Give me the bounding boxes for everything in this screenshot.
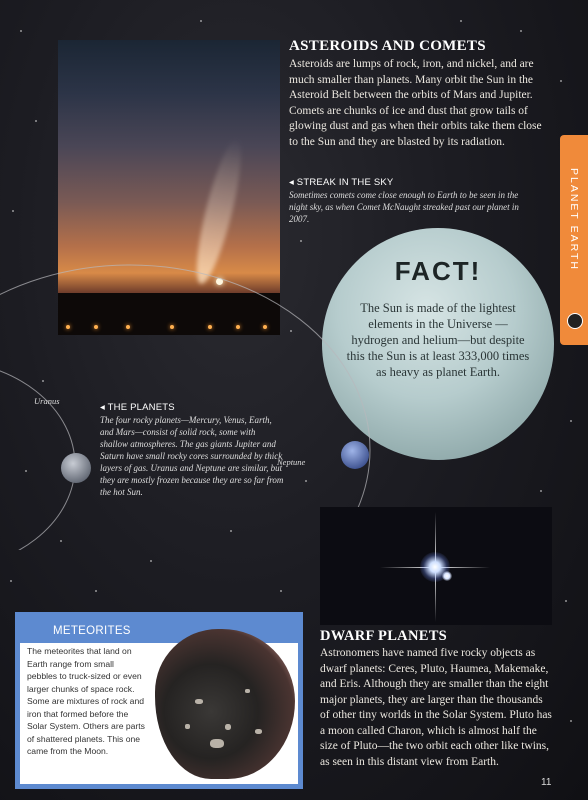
- asteroids-heading: ASTEROIDS AND COMETS: [289, 38, 486, 54]
- planets-caption-body: The four rocky planets—Mercury, Venus, Earth, and Mars—consist of solid rock, some with shallow atmospheres. The gas giants Jupiter and Saturn have small rocky cores surrounded by thick layers of gas. Uranus and Neptune are similar, but they are mostly frozen because they are so far from the hot Sun.: [100, 415, 284, 497]
- uranus-orbit: [0, 360, 75, 550]
- streak-caption-title: ◂ STREAK IN THE SKY: [289, 177, 394, 188]
- uranus-label: Uranus: [34, 396, 60, 406]
- neptune-label: Neptune: [277, 457, 306, 467]
- fact-body: The Sun is made of the lightest elements in the Universe —hydrogen and helium—but despite this the Sun is at least 333,000 times as heavy as planet Earth.: [346, 301, 530, 379]
- charon-glow: [442, 571, 452, 581]
- planets-caption: [100, 402, 285, 498]
- lunar-meteorite-image: [155, 629, 295, 779]
- streak-caption: [289, 177, 527, 225]
- pluto-charon-photo: [320, 507, 552, 625]
- planet-orbits: [0, 250, 588, 550]
- dwarf-body: Astronomers have named five rocky objects as dwarf planets: Ceres, Pluto, Haumea, Makemake, and Eris. Although they are smaller than the eight major planets, they are larger than the thousands of other tiny worlds in the Solar System. Pluto has a moon called Charon, which is almost half the size of Pluto—the two orbit each other like twins, as seen in this distant view from Earth.: [320, 647, 552, 768]
- dwarf-heading: DWARF PLANETS: [320, 628, 448, 644]
- asteroids-body: Asteroids are lumps of rock, iron, and nickel, and are much smaller than planets. Many orbit the Sun in the Asteroid Belt between the orbits of Mars and Jupiter. Comets are chunks of ice and dust that grow tails of glowing dust and gas when their orbits take them close to the Sun and they are blasted by its radiation.: [289, 58, 542, 148]
- fact-title: FACT!: [394, 256, 482, 286]
- planets-caption-title: ◂ THE PLANETS: [100, 402, 175, 413]
- uranus-planet: [61, 453, 91, 483]
- meteorites-body: The meteorites that land on Earth range from small pebbles to truck-sized or even larger chunks of space rock. Some are mixtures of rock and iron that formed before the Solar System. Others are parts of shattered planets. This one came from the Moon.: [27, 646, 145, 756]
- chapter-tab-label: PLANET EARTH: [568, 167, 580, 271]
- streak-caption-body: Sometimes comets come close enough to Earth to be seen in the night sky, as when Comet McNaught streaked past our planet in 2007.: [289, 190, 519, 224]
- meteorites-panel: [15, 612, 303, 789]
- page-number: 11: [541, 777, 552, 788]
- meteorites-title: METEORITES: [53, 625, 131, 637]
- neptune-planet: [341, 441, 369, 469]
